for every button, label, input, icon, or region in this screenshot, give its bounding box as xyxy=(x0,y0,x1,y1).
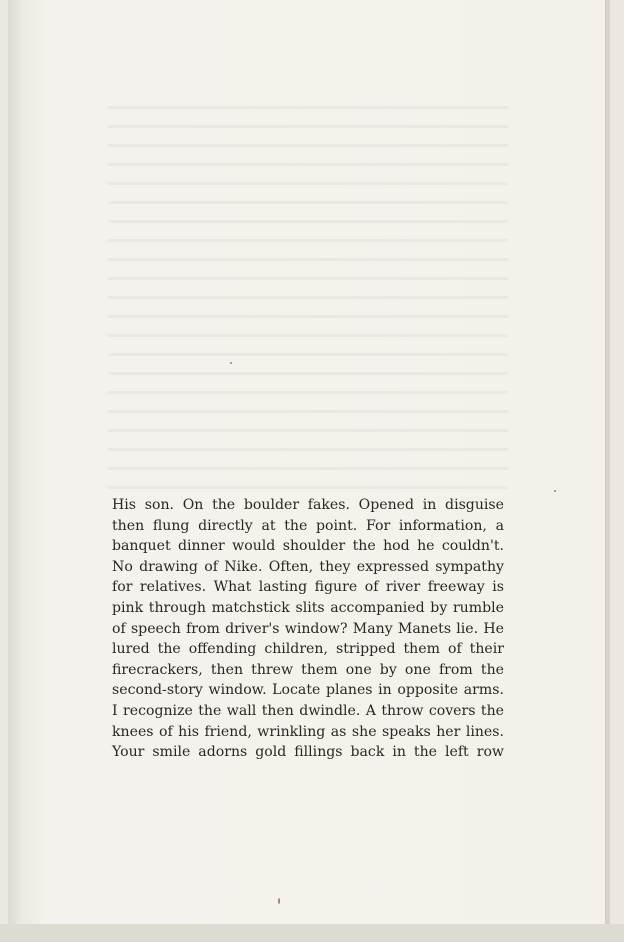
dust-speck xyxy=(230,362,232,364)
text-line: I recognize the wall then dwindle. A throw covers the xyxy=(112,702,504,719)
text-line: of speech from driver's window? Many Manets lie. He xyxy=(112,620,504,637)
prose-paragraph xyxy=(112,495,504,763)
text-line: lured the offending children, stripped them of their xyxy=(112,641,504,658)
text-line: second-story window. Locate planes in opposite arms. xyxy=(112,682,504,699)
text-line: knees of his friend, wrinkling as she speaks her lines. xyxy=(112,723,504,740)
text-line: then flung directly at the point. For information, a xyxy=(112,517,504,534)
text-line: banquet dinner would shoulder the hod he couldn't. xyxy=(112,538,504,555)
text-line: Your smile adorns gold fillings back in the left row xyxy=(112,744,504,761)
dust-speck xyxy=(278,898,280,904)
book-page xyxy=(8,0,606,924)
page-edge xyxy=(606,0,610,924)
text-line: No drawing of Nike. Often, they expressed sympathy xyxy=(112,558,504,575)
scan-bottom-margin xyxy=(0,924,624,942)
show-through-text xyxy=(108,96,508,496)
text-line: firecrackers, then threw them one by one from the xyxy=(112,661,504,678)
text-line: for relatives. What lasting figure of river freeway is xyxy=(112,579,504,596)
text-line: His son. On the boulder fakes. Opened in disguise xyxy=(112,497,504,513)
text-line: pink through matchstick slits accompanied by rumble xyxy=(112,599,504,616)
dust-speck xyxy=(554,490,556,492)
